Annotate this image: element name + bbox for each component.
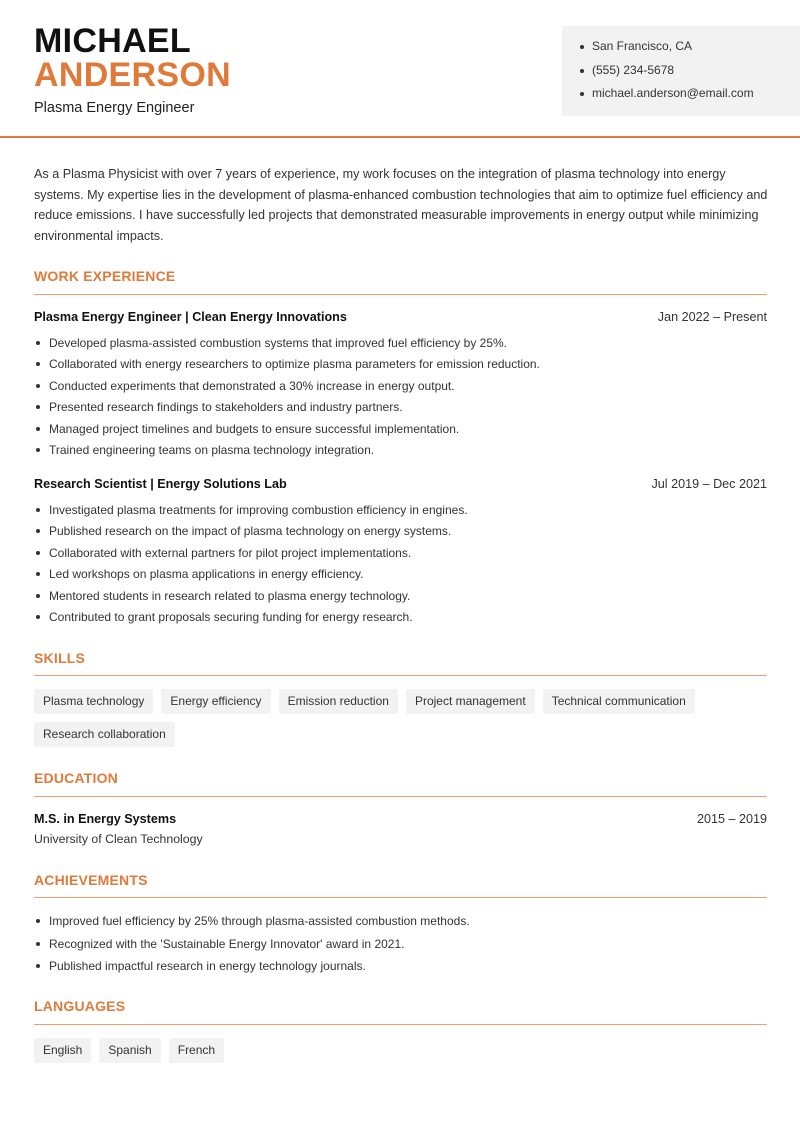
- list-item: [34, 399, 767, 420]
- skill-tag: Research collaboration: [34, 722, 175, 747]
- achievement-text: Published impactful research in energy technology journals.: [49, 959, 366, 973]
- list-item: [34, 609, 767, 630]
- achievements-list: [34, 913, 767, 981]
- bullet-icon: [36, 964, 40, 968]
- contact-phone: [580, 62, 800, 86]
- list-item: [34, 523, 767, 544]
- achievement-text: Recognized with the 'Sustainable Energy Innovator' award in 2021.: [49, 936, 405, 951]
- job-bullets: [34, 335, 767, 463]
- list-item: [34, 335, 767, 356]
- list-item: [34, 936, 767, 959]
- bullet-text: Investigated plasma treatments for improving combustion efficiency in engines.: [49, 503, 468, 517]
- phone-text: (555) 234-5678: [592, 62, 675, 77]
- education-header: [34, 812, 767, 826]
- bullet-icon: [580, 45, 584, 49]
- list-item: [34, 913, 767, 936]
- bullet-text: Published research on the impact of plasma technology on energy systems.: [49, 524, 452, 539]
- contact-box: [562, 26, 800, 116]
- job-title: Plasma Energy Engineer: [34, 100, 195, 116]
- bullet-text: Presented research findings to stakeholders and industry partners.: [49, 400, 403, 415]
- section-divider: [34, 796, 767, 797]
- bullet-icon: [36, 594, 40, 598]
- bullet-icon: [36, 427, 40, 431]
- bullet-text: Mentored students in research related to plasma energy technology.: [49, 588, 411, 603]
- bullet-icon: [36, 615, 40, 619]
- email-text: michael.anderson@email.com: [592, 86, 754, 100]
- language-tag: English: [34, 1038, 91, 1063]
- job-header: [34, 310, 767, 324]
- bullet-icon: [36, 508, 40, 512]
- language-tag: French: [169, 1038, 224, 1063]
- bullet-icon: [36, 405, 40, 409]
- list-item: [34, 588, 767, 609]
- bullet-icon: [36, 551, 40, 555]
- bullet-text: Led workshops on plasma applications in energy efficiency.: [49, 567, 364, 582]
- achievement-text: Improved fuel efficiency by 25% through plasma-assisted combustion methods.: [49, 914, 470, 928]
- school-name: University of Clean Technology: [34, 832, 203, 846]
- degree: M.S. in Energy Systems: [34, 812, 177, 826]
- list-item: [34, 442, 767, 463]
- resume-header: [0, 0, 800, 138]
- bullet-text: Developed plasma-assisted combustion systems that improved fuel efficiency by 25%.: [49, 336, 507, 350]
- bullet-text: Collaborated with energy researchers to optimize plasma parameters for emission reduction.: [49, 357, 540, 372]
- job-role: Plasma Energy Engineer | Clean Energy Innovations: [34, 310, 347, 324]
- section-title-achievements: ACHIEVEMENTS: [34, 872, 148, 888]
- list-item: [34, 502, 767, 523]
- section-divider: [34, 675, 767, 676]
- job-bullets: [34, 502, 767, 630]
- bullet-icon: [36, 572, 40, 576]
- section-title-education: EDUCATION: [34, 770, 118, 786]
- first-name: MICHAEL: [34, 22, 191, 60]
- bullet-text: Contributed to grant proposals securing funding for energy research.: [49, 609, 413, 624]
- list-item: [34, 545, 767, 566]
- bullet-text: Trained engineering teams on plasma technology integration.: [49, 442, 375, 457]
- bullet-icon: [580, 69, 584, 73]
- skills-list: [34, 689, 774, 747]
- section-title-work: WORK EXPERIENCE: [34, 268, 176, 284]
- education-dates: 2015 – 2019: [696, 812, 767, 826]
- bullet-icon: [36, 448, 40, 452]
- job-header: [34, 477, 767, 491]
- job-dates: Jan 2022 – Present: [657, 310, 767, 324]
- last-name: ANDERSON: [34, 56, 231, 94]
- bullet-icon: [36, 362, 40, 366]
- skill-tag: Project management: [406, 689, 535, 714]
- list-item: [34, 378, 767, 399]
- skill-tag: Emission reduction: [279, 689, 398, 714]
- bullet-icon: [36, 942, 40, 946]
- skill-tag: Plasma technology: [34, 689, 153, 714]
- list-item: [34, 421, 767, 442]
- job-role: Research Scientist | Energy Solutions Lab: [34, 477, 287, 491]
- skill-tag: Energy efficiency: [161, 689, 270, 714]
- section-divider: [34, 294, 767, 295]
- location-text: San Francisco, CA: [592, 39, 693, 53]
- section-divider: [34, 1024, 767, 1025]
- bullet-icon: [36, 529, 40, 533]
- bullet-icon: [580, 92, 584, 96]
- job-dates: Jul 2019 – Dec 2021: [651, 477, 767, 491]
- bullet-icon: [36, 919, 40, 923]
- skill-tag: Technical communication: [543, 689, 695, 714]
- section-title-languages: LANGUAGES: [34, 998, 126, 1014]
- bullet-text: Managed project timelines and budgets to ensure successful implementation.: [49, 421, 460, 436]
- contact-location: [580, 38, 800, 62]
- profile-summary: As a Plasma Physicist with over 7 years of experience, my work focuses on the integration of plasma technology into energy systems. My expertise lies in the development of plasma-enhanced combustion technologies that aim to optimize fuel efficiency and reduce emissions. I have successfully led projects that demonstrated measurable improvements in energy output while minimizing environmental impacts.: [34, 167, 768, 244]
- list-item: [34, 958, 767, 981]
- list-item: [34, 356, 767, 377]
- language-tag: Spanish: [99, 1038, 160, 1063]
- list-item: [34, 566, 767, 587]
- bullet-icon: [36, 341, 40, 345]
- languages-list: [34, 1038, 774, 1063]
- bullet-text: Conducted experiments that demonstrated a 30% increase in energy output.: [49, 378, 455, 393]
- bullet-icon: [36, 384, 40, 388]
- section-divider: [34, 897, 767, 898]
- contact-email: [580, 85, 800, 109]
- section-title-skills: SKILLS: [34, 650, 85, 666]
- bullet-text: Collaborated with external partners for pilot project implementations.: [49, 545, 412, 560]
